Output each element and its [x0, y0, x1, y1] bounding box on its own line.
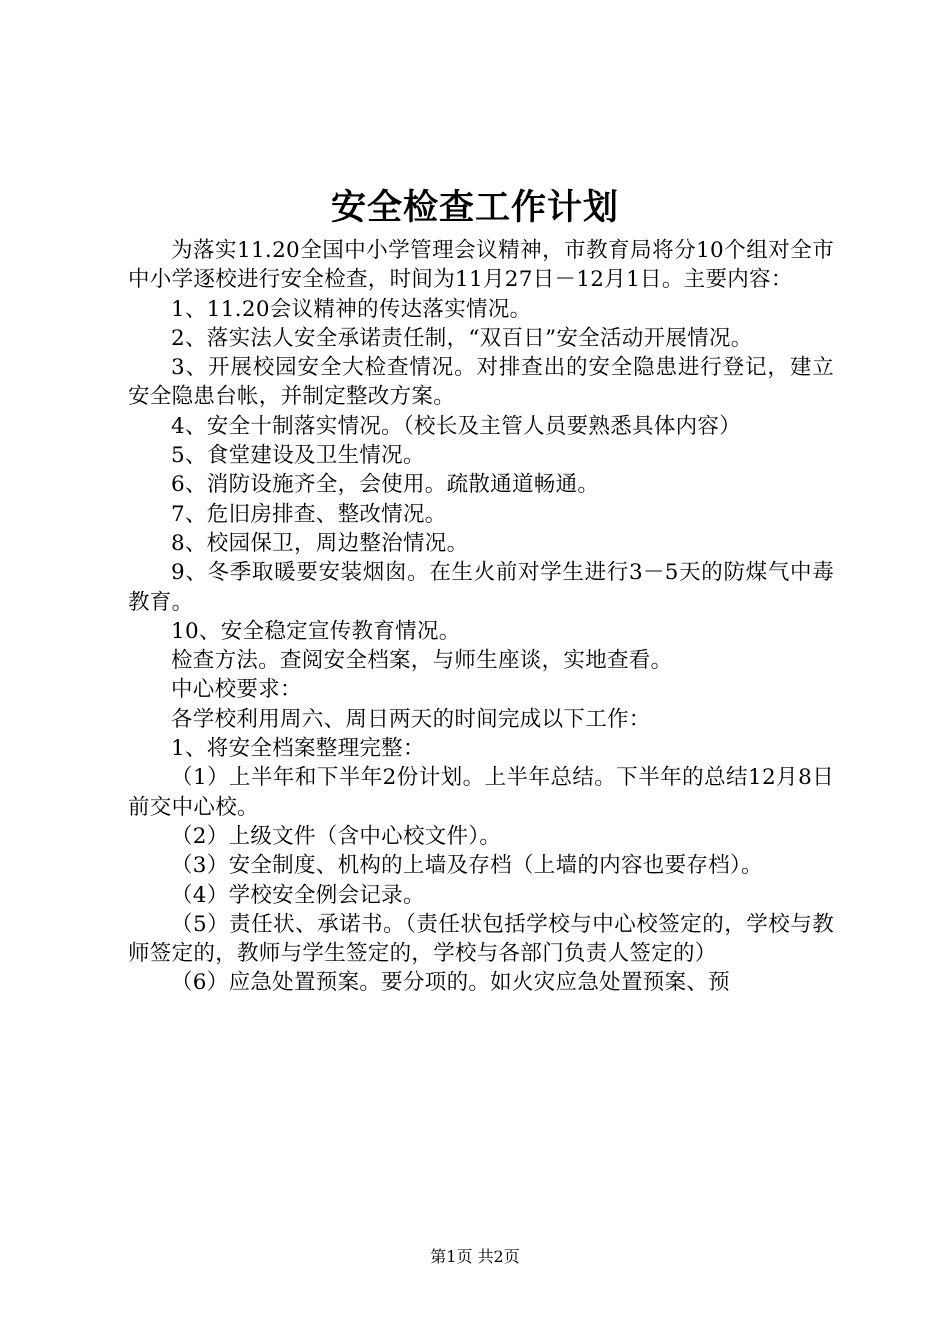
paragraph: 为落实11.20全国中小学管理会议精神，市教育局将分10个组对全市中小学逐校进行安全检查，时间为11月27日－12月1日。主要内容： — [128, 238, 834, 293]
paragraph: （2）上级文件（含中心校文件）。 — [171, 823, 502, 849]
paragraph: 3、开展校园安全大检查情况。对排查出的安全隐患进行登记，建立安全隐患台帐，并制定整改方案。 — [128, 355, 834, 410]
paragraph: 6、消防设施齐全，会使用。疏散通道畅通。 — [171, 472, 600, 498]
paragraph: 各学校利用周六、周日两天的时间完成以下工作： — [171, 706, 651, 732]
paragraph: 8、校园保卫，周边整治情况。 — [171, 530, 469, 556]
paragraph: （4）学校安全例会记录。 — [171, 882, 425, 908]
paragraph: 4、安全十制落实情况。（校长及主管人员要熟悉具体内容） — [171, 413, 742, 439]
document-body — [128, 236, 834, 998]
paragraph: 10、安全稳定宣传教育情况。 — [171, 618, 461, 644]
paragraph: 1、11.20会议精神的传达落实情况。 — [171, 296, 532, 322]
paragraph: 5、食堂建设及卫生情况。 — [171, 443, 425, 469]
paragraph: 检查方法。查阅安全档案，与师生座谈，实地查看。 — [171, 648, 673, 674]
paragraph: 9、冬季取暖要安装烟囱。在生火前对学生进行3－5天的防煤气中毒教育。 — [128, 560, 834, 615]
paragraph: 2、落实法人安全承诺责任制，“双百日”安全活动开展情况。 — [171, 325, 753, 351]
paragraph: （3）安全制度、机构的上墙及存档（上墙的内容也要存档）。 — [171, 853, 763, 879]
paragraph: 1、将安全档案整理完整： — [171, 736, 425, 762]
paragraph: （1）上半年和下半年2份计划。上半年总结。下半年的总结12月8日前交中心校。 — [128, 765, 834, 820]
document-title: 安全检查工作计划 — [330, 187, 619, 228]
paragraph: 中心校要求： — [171, 677, 302, 703]
paragraph: （6）应急处置预案。要分项的。如火灾应急处置预案、预 — [171, 970, 730, 996]
paragraph: （5）责任状、承诺书。（责任状包括学校与中心校签定的，学校与教师签定的，教师与学生签定的，学校与各部门负责人签定的） — [128, 911, 834, 967]
page-footer: 第1页 共2页 — [430, 1247, 520, 1266]
paragraph: 7、危旧房排查、整改情况。 — [171, 501, 447, 527]
